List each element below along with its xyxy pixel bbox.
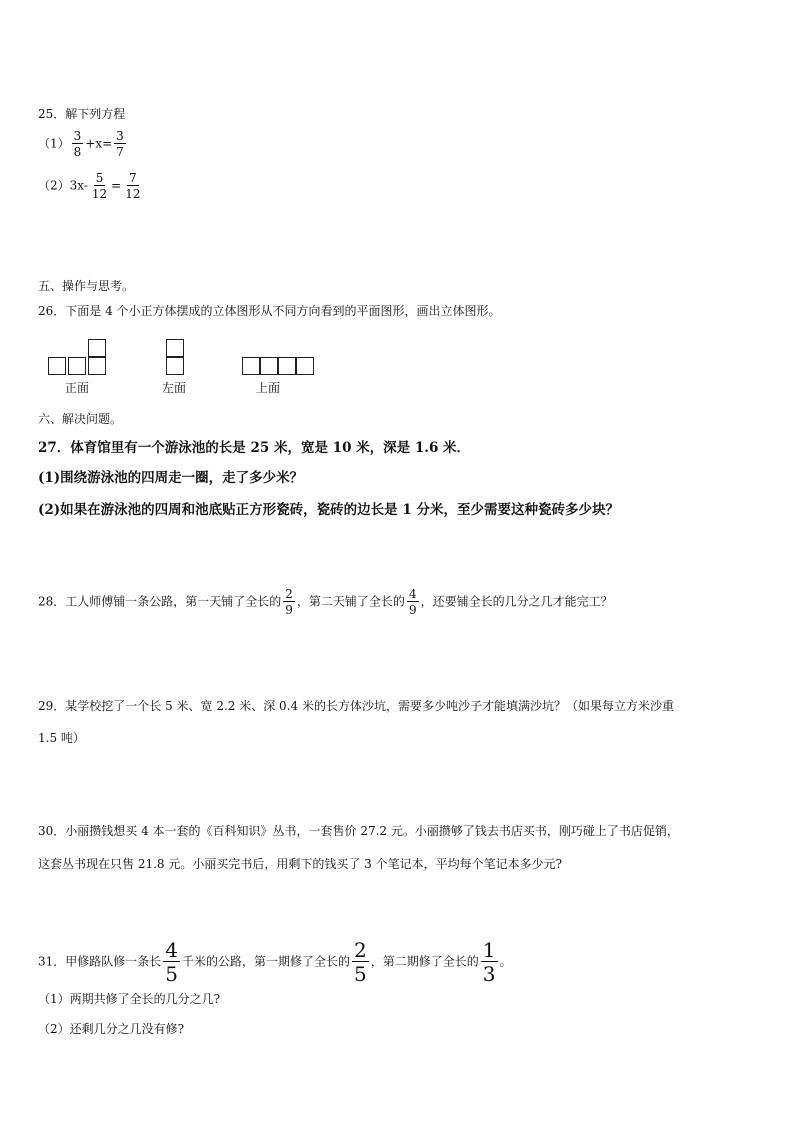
q27-line1: 27．体育馆里有一个游泳池的长是 25 米，宽是 10 米，深是 1.6 米．: [38, 440, 471, 456]
left-view-label: 左面: [162, 381, 187, 395]
q27-line2: (1)围绕游泳池的四周走一圈，走了多少米？: [38, 470, 304, 486]
numerator: 4: [165, 938, 179, 962]
q31-text-d: 。: [499, 954, 512, 969]
square-cell: [88, 339, 106, 357]
fraction: [114, 130, 126, 158]
denominator: 5: [354, 962, 367, 986]
q31-text: [38, 940, 512, 984]
fraction: [72, 130, 84, 158]
q28-text-b: ，第二天铺了全长的: [296, 594, 405, 609]
square-cell: [166, 339, 184, 357]
numerator: 5: [95, 171, 104, 185]
fraction: [163, 940, 180, 984]
section-heading-6: 六、解决问题。: [38, 412, 123, 426]
square-cell: [48, 357, 66, 375]
q25-part1-prefix: （1）: [38, 136, 70, 151]
numerator: 2: [285, 587, 293, 601]
numerator: 7: [129, 171, 137, 185]
numerator: 1: [482, 938, 496, 962]
q31-sub1: （1）两期共修了全长的几分之几?: [38, 992, 221, 1006]
section-heading-5: 五、操作与思考。: [38, 279, 135, 293]
q25-part1: [38, 130, 128, 158]
top-view-label: 上面: [256, 381, 281, 395]
q29-line1: 29．某学校挖了一个长 5 米、宽 2.2 米、深 0.4 米的长方体沙坑，需要多少吨沙子才能填满沙坑？（如果每立方米沙重: [38, 699, 674, 713]
numerator: 3: [73, 129, 82, 143]
square-cell: [260, 357, 278, 375]
denominator: 12: [125, 187, 141, 201]
denominator: 3: [482, 962, 496, 986]
denominator: 7: [116, 145, 124, 159]
q30-line1: 30．小丽攒钱想买 4 本一套的《百科知识》丛书，一套售价 27.2 元。小丽攒够了钱去书店买书，刚巧碰上了书店促销，: [38, 824, 679, 838]
square-cell: [278, 357, 296, 375]
numerator: 4: [408, 587, 417, 601]
q25-part2-prefix: （2）3x-: [38, 178, 88, 193]
q31-text-a: 31．甲修路队修一条长: [38, 954, 162, 969]
denominator: 8: [73, 145, 82, 159]
fraction: [283, 588, 295, 616]
q31-text-c: ，第二期修了全长的: [370, 954, 479, 969]
q29-line2: 1.5 吨）: [38, 731, 85, 745]
equation-text: =: [111, 178, 122, 193]
fraction: [352, 940, 369, 984]
view-diagrams: [48, 337, 348, 397]
denominator: 9: [408, 603, 417, 617]
fraction: [481, 940, 498, 984]
numerator: 3: [116, 129, 124, 143]
q31-text-b: 千米的公路，第一期修了全长的: [182, 954, 351, 969]
fraction: [407, 588, 419, 616]
q28-text-a: 28．工人师傅铺一条公路，第一天铺了全长的: [38, 594, 282, 609]
equation-text: +x=: [85, 136, 113, 151]
q27-line3: (2)如果在游泳池的四周和池底贴正方形瓷砖，瓷砖的边长是 1 分米，至少需要这种瓷砖多少块？: [38, 502, 619, 518]
denominator: 9: [285, 603, 293, 617]
q25-title: 25．解下列方程: [38, 107, 126, 121]
square-cell: [68, 357, 86, 375]
q28-text-c: ，还要铺全长的几分之几才能完工？: [420, 594, 613, 609]
front-view-label: 正面: [65, 381, 90, 395]
fraction: [123, 172, 142, 200]
q31-sub2: （2）还剩几分之几没有修?: [38, 1022, 185, 1036]
q25-part2: [38, 172, 145, 200]
denominator: 12: [91, 187, 108, 201]
square-cell: [88, 357, 106, 375]
q28-text: [38, 588, 613, 616]
square-cell: [166, 357, 184, 375]
denominator: 5: [165, 962, 179, 986]
fraction: [90, 172, 109, 200]
square-cell: [242, 357, 260, 375]
q30-line2: 这套丛书现在只售 21.8 元。小丽买完书后，用剩下的钱买了 3 个笔记本，平均每个笔记本多少元?: [38, 857, 563, 871]
square-cell: [296, 357, 314, 375]
q26-text: 26．下面是 4 个小正方体摆成的立体图形从不同方向看到的平面图形，画出立体图形。: [38, 304, 501, 318]
numerator: 2: [354, 938, 367, 962]
